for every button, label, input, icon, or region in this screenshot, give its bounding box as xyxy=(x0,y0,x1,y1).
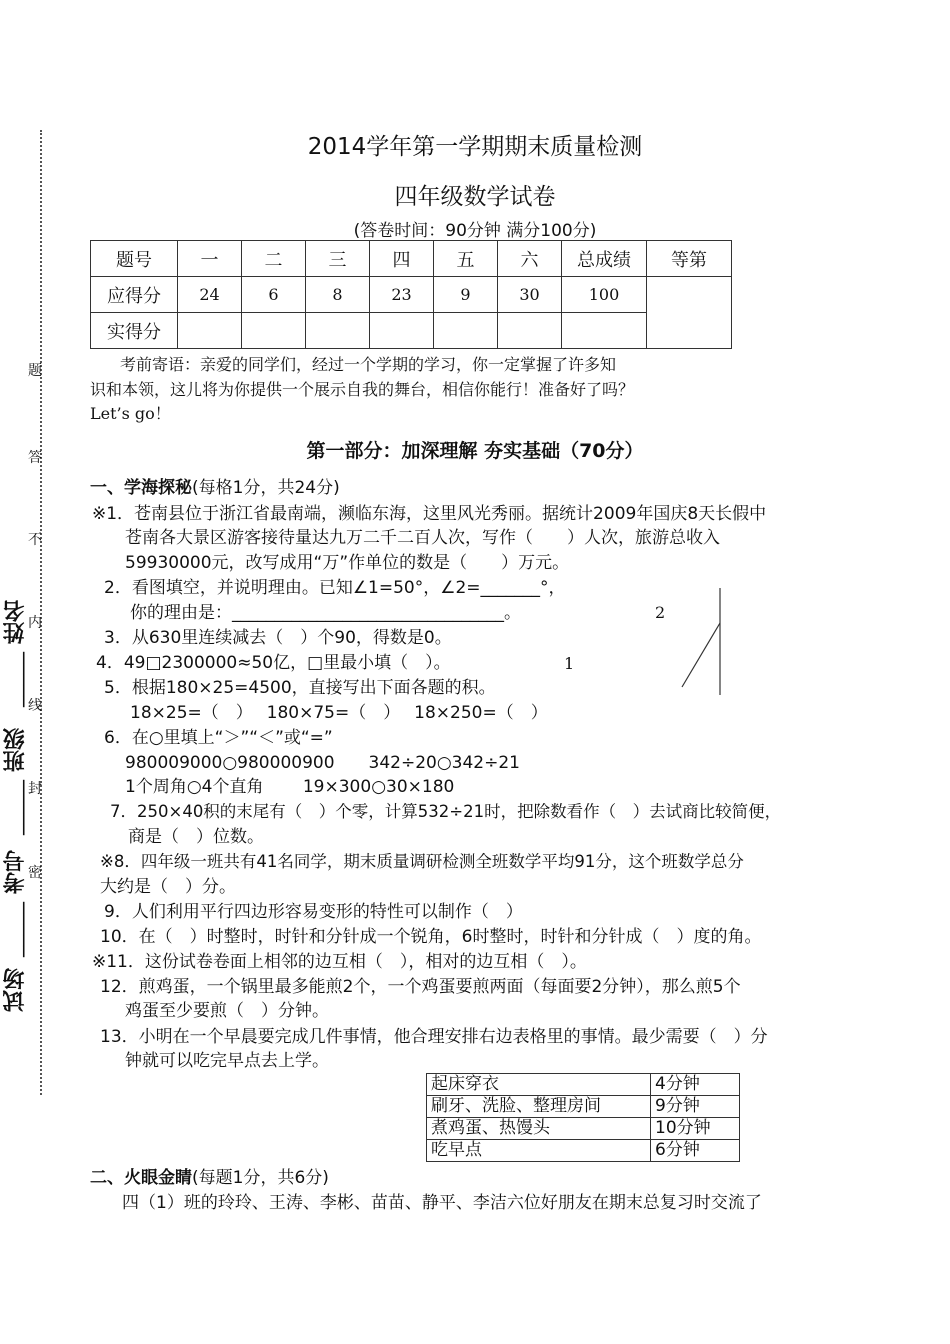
table-cell: 等第 xyxy=(647,241,732,277)
question-line: ※8．四年级一班共有41名同学，期末质量调研检测全班数学平均91分，这个班数学总分 xyxy=(100,852,744,871)
table-cell: 应得分 xyxy=(91,277,178,313)
seal-char: 密 xyxy=(28,865,42,881)
exam-subtitle: 四年级数学试卷 xyxy=(394,184,556,210)
section1-title: 一、学海探秘 xyxy=(90,478,192,498)
schedule-time: 4分钟 xyxy=(651,1074,740,1096)
question-line: 10．在（ ）时整时，时针和分针成一个锐角，6时整时，时针和分针成（ ）度的角。 xyxy=(100,927,762,947)
table-cell: 24 xyxy=(178,277,242,313)
score-input-cell[interactable] xyxy=(370,313,434,349)
table-cell: 23 xyxy=(370,277,434,313)
exam-title: 2014学年第一学期期末质量检测 xyxy=(307,134,643,160)
table-cell: 一 xyxy=(178,241,242,277)
intro-line: Let’s go！ xyxy=(90,404,171,423)
table-row xyxy=(427,1140,740,1162)
angle-label-2: 2 xyxy=(655,603,666,622)
table-cell: 100 xyxy=(562,277,647,313)
seal-char: 封 xyxy=(28,781,42,797)
question-line: 980009000○980000900 342÷20○342÷21 xyxy=(125,753,521,773)
table-cell: 四 xyxy=(370,241,434,277)
angle-label-1: 1 xyxy=(564,654,575,673)
class-field-label: 班级 xyxy=(3,728,28,772)
schedule-time: 10分钟 xyxy=(651,1118,740,1140)
intro-line: 考前寄语：亲爱的同学们，经过一个学期的学习，你一定掌握了许多知 xyxy=(120,355,617,374)
name-field-blank[interactable]: _____ xyxy=(0,652,25,707)
question-line: 9．人们利用平行四边形容易变形的特性可以制作（ ） xyxy=(104,902,523,922)
section2-heading xyxy=(90,1167,329,1189)
intro-line: 识和本领，这儿将为你提供一个展示自我的舞台，相信你能行！准备好了吗？ xyxy=(90,380,635,399)
table-row xyxy=(427,1074,740,1096)
table-cell: 总成绩 xyxy=(562,241,647,277)
seal-char: 题 xyxy=(28,363,42,379)
part1-title: 第一部分：加深理解 夯实基础（70分） xyxy=(306,440,644,462)
question-line: 钟就可以吃完早点去上学。 xyxy=(125,1051,329,1071)
question-line: 13．小明在一个早晨要完成几件事情，他合理安排右边表格里的事情。最少需要（ ）分 xyxy=(100,1027,768,1047)
table-cell: 30 xyxy=(498,277,562,313)
angle-figure xyxy=(640,585,760,695)
schedule-table xyxy=(426,1073,740,1162)
schedule-task: 刷牙、洗脸、整理房间 xyxy=(427,1096,651,1118)
question-line: ※1．苍南县位于浙江省最南端，濒临东海，这里风光秀丽。据统计2009年国庆8天长假中 xyxy=(92,504,767,524)
question-line: 鸡蛋至少要煎（ ）分钟。 xyxy=(125,1001,329,1021)
table-cell: 实得分 xyxy=(91,313,178,349)
question-line: 12．煎鸡蛋，一个锅里最多能煎2个，一个鸡蛋要煎两面（每面要2分钟），那么煎5个 xyxy=(100,977,741,997)
section2-intro: 四（1）班的玲玲、王涛、李彬、苗苗、静平、李洁六位好朋友在期末总复习时交流了 xyxy=(122,1193,762,1213)
name-field-label: 姓名 xyxy=(3,600,28,644)
room-field-label: 试场 xyxy=(3,968,28,1012)
table-cell: 6 xyxy=(242,277,306,313)
score-table-expected-row xyxy=(91,277,732,313)
score-input-cell[interactable] xyxy=(242,313,306,349)
seal-char: 内 xyxy=(28,615,42,631)
table-cell: 8 xyxy=(306,277,370,313)
score-input-cell[interactable] xyxy=(434,313,498,349)
schedule-task: 煮鸡蛋、热馒头 xyxy=(427,1118,651,1140)
schedule-task: 吃早点 xyxy=(427,1140,651,1162)
exam-no-field-blank[interactable]: _____ xyxy=(0,902,25,957)
question-line: 7．250×40积的末尾有（ ）个零，计算532÷21时，把除数看作（ ）去试商比较简便， xyxy=(110,802,782,821)
question-line: 5．根据180×25=4500，直接写出下面各题的积。 xyxy=(104,678,496,698)
schedule-time: 9分钟 xyxy=(651,1096,740,1118)
table-cell: 9 xyxy=(434,277,498,313)
seal-char: 不 xyxy=(28,532,42,548)
question-line: 18×25=（ ） 180×75=（ ） 18×250=（ ） xyxy=(130,703,548,723)
score-input-cell[interactable] xyxy=(562,313,647,349)
question-line: ※11．这份试卷卷面上相邻的边互相（ ），相对的边互相（ ）。 xyxy=(92,952,587,972)
class-field-blank[interactable]: _____ xyxy=(0,780,25,835)
question-line: 大约是（ ）分。 xyxy=(100,877,236,897)
table-row xyxy=(427,1118,740,1140)
score-table xyxy=(90,240,732,349)
table-cell: 三 xyxy=(306,241,370,277)
table-cell: 五 xyxy=(434,241,498,277)
question-line: 2．看图填空，并说明理由。已知∠1=50°，∠2=_______°， xyxy=(104,578,566,598)
table-row xyxy=(427,1096,740,1118)
question-line: 6．在○里填上“＞”“＜”或“=” xyxy=(104,728,333,748)
section2-note: (每题1分，共6分) xyxy=(192,1168,329,1188)
section2-title: 二、火眼金睛 xyxy=(90,1168,192,1188)
table-cell: 二 xyxy=(242,241,306,277)
table-cell: 六 xyxy=(498,241,562,277)
slanted-line xyxy=(682,623,720,687)
seal-char: 线 xyxy=(28,698,42,714)
seal-char: 答 xyxy=(28,450,42,466)
grade-cell[interactable] xyxy=(647,277,732,349)
score-input-cell[interactable] xyxy=(498,313,562,349)
question-line: 你的理由是：________________________________。 xyxy=(130,603,521,623)
score-table-actual-row xyxy=(91,313,732,349)
score-input-cell[interactable] xyxy=(306,313,370,349)
schedule-time: 6分钟 xyxy=(651,1140,740,1162)
question-line: 3．从630里连续减去（ ）个90，得数是0。 xyxy=(104,628,452,648)
section1-heading xyxy=(90,477,340,499)
time-note: (答卷时间：90分钟 满分100分) xyxy=(353,221,597,241)
section1-note: (每格1分，共24分) xyxy=(192,478,340,498)
score-table-header-row xyxy=(91,241,732,277)
score-input-cell[interactable] xyxy=(178,313,242,349)
table-cell: 题号 xyxy=(91,241,178,277)
question-line: 商是（ ）位数。 xyxy=(128,827,264,847)
question-line: 59930000元，改写成用“万”作单位的数是（ ）万元。 xyxy=(125,553,570,573)
question-line: 苍南各大景区游客接待量达九万二千二百人次，写作（ ）人次，旅游总收入 xyxy=(125,528,720,548)
schedule-task: 起床穿衣 xyxy=(427,1074,651,1096)
exam-no-field-label: 考号 xyxy=(3,850,28,894)
question-line: 4．49□2300000≈50亿，□里最小填（ ）。 xyxy=(96,653,451,673)
question-line: 1个周角○4个直角 19×300○30×180 xyxy=(125,777,455,797)
